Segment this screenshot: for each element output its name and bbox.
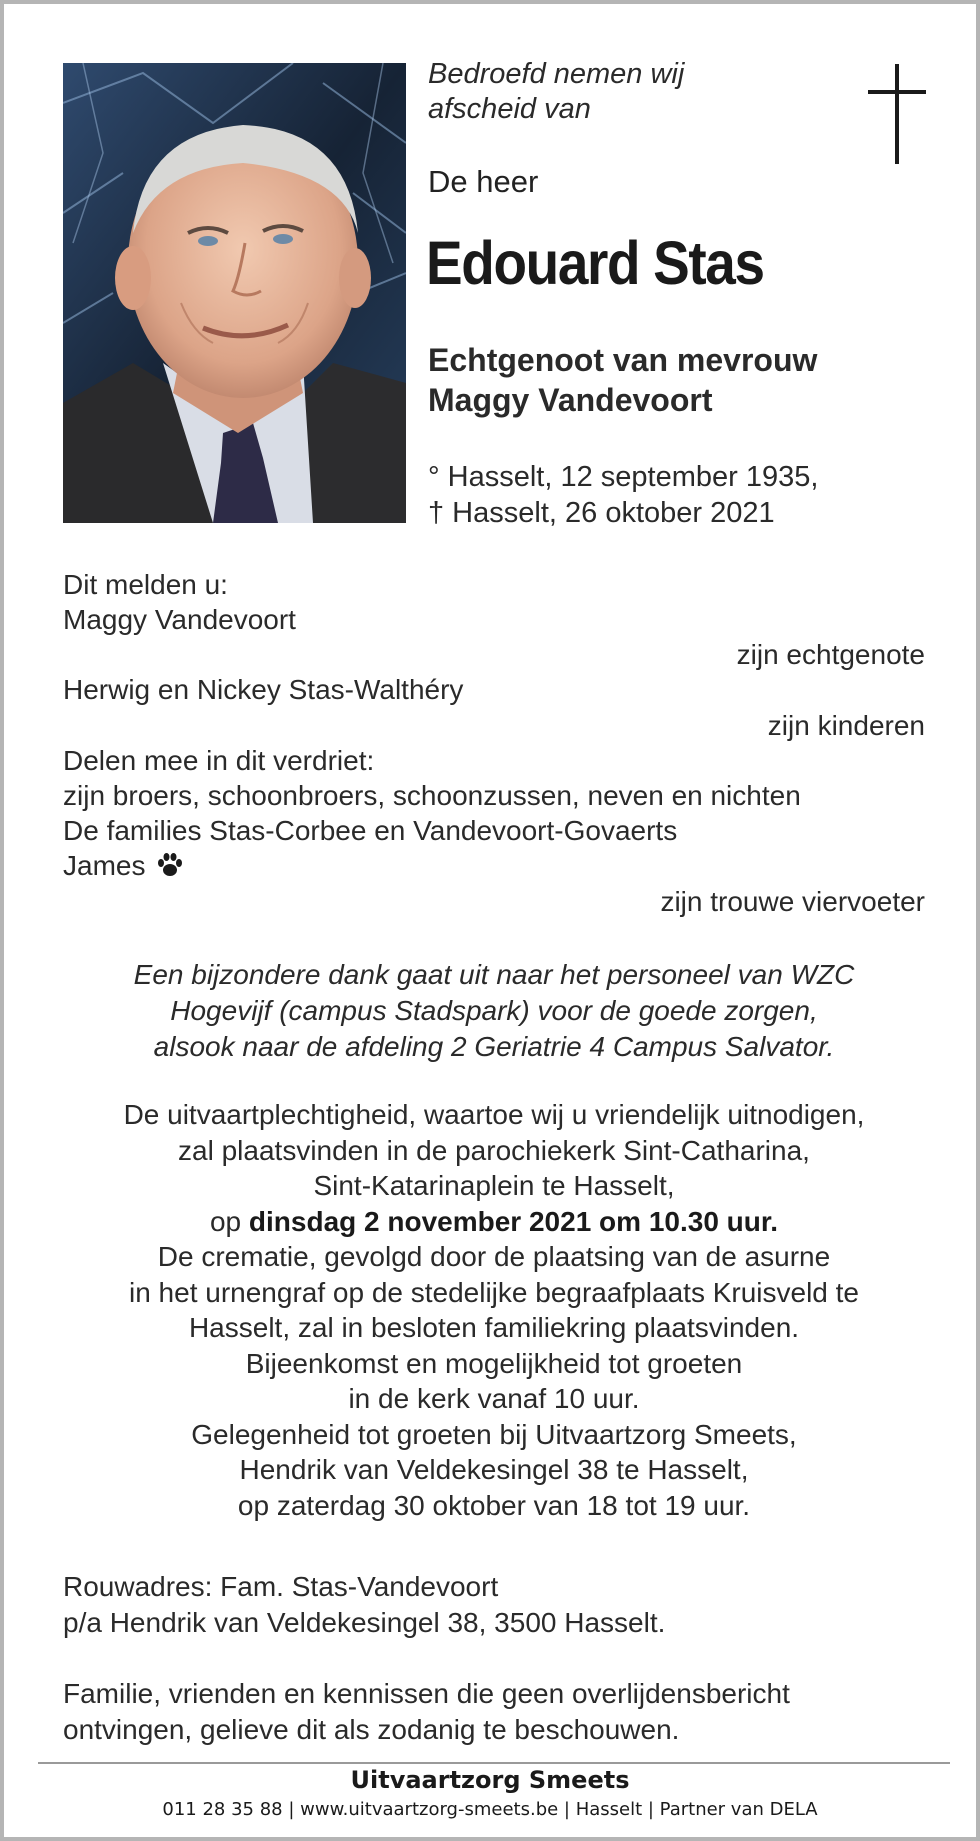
pet-line [63, 848, 925, 883]
ceremony-details [63, 1097, 925, 1523]
spouse-name: Maggy Vandevoort [63, 604, 296, 635]
thanks-line: Hogevijf (campus Stadspark) voor de goede zorgen, [170, 995, 818, 1026]
closing-line: Familie, vrienden en kennissen die geen overlijdensbericht [63, 1678, 790, 1709]
funeral-home-contact: 011 28 35 88 | www.uitvaartzorg-smeets.be | Hasselt | Partner van DELA [162, 1799, 818, 1820]
ceremony-line: in de kerk vanaf 10 uur. [348, 1383, 640, 1414]
ceremony-line: zal plaatsvinden in de parochiekerk Sint-Catharina, [178, 1134, 810, 1166]
ceremony-line: Sint-Katarinaplein te Hasselt, [313, 1170, 675, 1201]
thanks-line: Een bijzondere dank gaat uit naar het personeel van WZC [133, 959, 855, 990]
footer-divider [38, 1762, 950, 1764]
spouse-role: zijn echtgenote [736, 639, 925, 670]
closing-note [63, 1676, 933, 1748]
ceremony-line: De crematie, gevolgd door de plaatsing van de asurne [157, 1241, 831, 1272]
ceremony-line: Gelegenheid tot groeten bij Uitvaartzorg Smeets, [191, 1418, 797, 1450]
thanks-note [63, 957, 925, 1065]
deceased-name: Edouard Stas [426, 229, 764, 297]
pet-role: zijn trouwe viervoeter [660, 886, 925, 917]
paw-icon [157, 852, 183, 878]
intro-text: Bedroefd nemen wij afscheid van [428, 58, 685, 125]
birth-date: ° Hasselt, 12 september 1935, [428, 461, 819, 493]
closing-line: ontvingen, gelieve dit als zodanig te beschouwen. [63, 1714, 680, 1745]
relatives: zijn broers, schoonbroers, schoonzussen, neven en nichten [63, 780, 801, 811]
death-date: † Hasselt, 26 oktober 2021 [428, 497, 775, 529]
ceremony-line: in het urnengraf op de stedelijke begraafplaats Kruisveld te [128, 1276, 860, 1308]
ceremony-date-line [63, 1204, 925, 1240]
mourning-address [63, 1569, 933, 1641]
latin-cross-icon [868, 64, 928, 164]
pet-name: James [63, 850, 146, 881]
share-intro: Delen mee in dit verdriet: [63, 745, 375, 776]
ceremony-line: Bijeenkomst en mogelijkheid tot groeten [245, 1347, 743, 1379]
address-line: p/a Hendrik van Veldekesingel 38, 3500 Hasselt. [63, 1607, 666, 1638]
thanks-line: alsook naar de afdeling 2 Geriatrie 4 Campus Salvator. [153, 1031, 835, 1062]
ceremony-date: dinsdag 2 november 2021 om 10.30 uur. [248, 1205, 779, 1237]
children-role: zijn kinderen [767, 710, 925, 741]
ceremony-line: op zaterdag 30 oktober van 18 tot 19 uur. [237, 1489, 751, 1521]
children-names: Herwig en Nickey Stas-Walthéry [63, 674, 464, 705]
funeral-home-name: Uitvaartzorg Smeets [350, 1766, 630, 1794]
address-line: Rouwadres: Fam. Stas-Vandevoort [63, 1571, 499, 1602]
families: De families Stas-Corbee en Vandevoort-Govaerts [63, 815, 678, 846]
portrait-photo [63, 63, 406, 523]
ceremony-line: Hendrik van Veldekesingel 38 te Hasselt, [239, 1454, 749, 1485]
ceremony-date-prefix: op [209, 1205, 249, 1237]
ceremony-line: De uitvaartplechtigheid, waartoe wij u vriendelijk uitnodigen, [123, 1099, 865, 1130]
spouse-line: Echtgenoot van mevrouw Maggy Vandevoort [428, 342, 818, 418]
salutation: De heer [428, 164, 539, 199]
ceremony-line: Hasselt, zal in besloten familiekring plaatsvinden. [188, 1312, 800, 1343]
family-announce: Dit melden u: [63, 569, 228, 600]
life-dates [428, 459, 818, 531]
